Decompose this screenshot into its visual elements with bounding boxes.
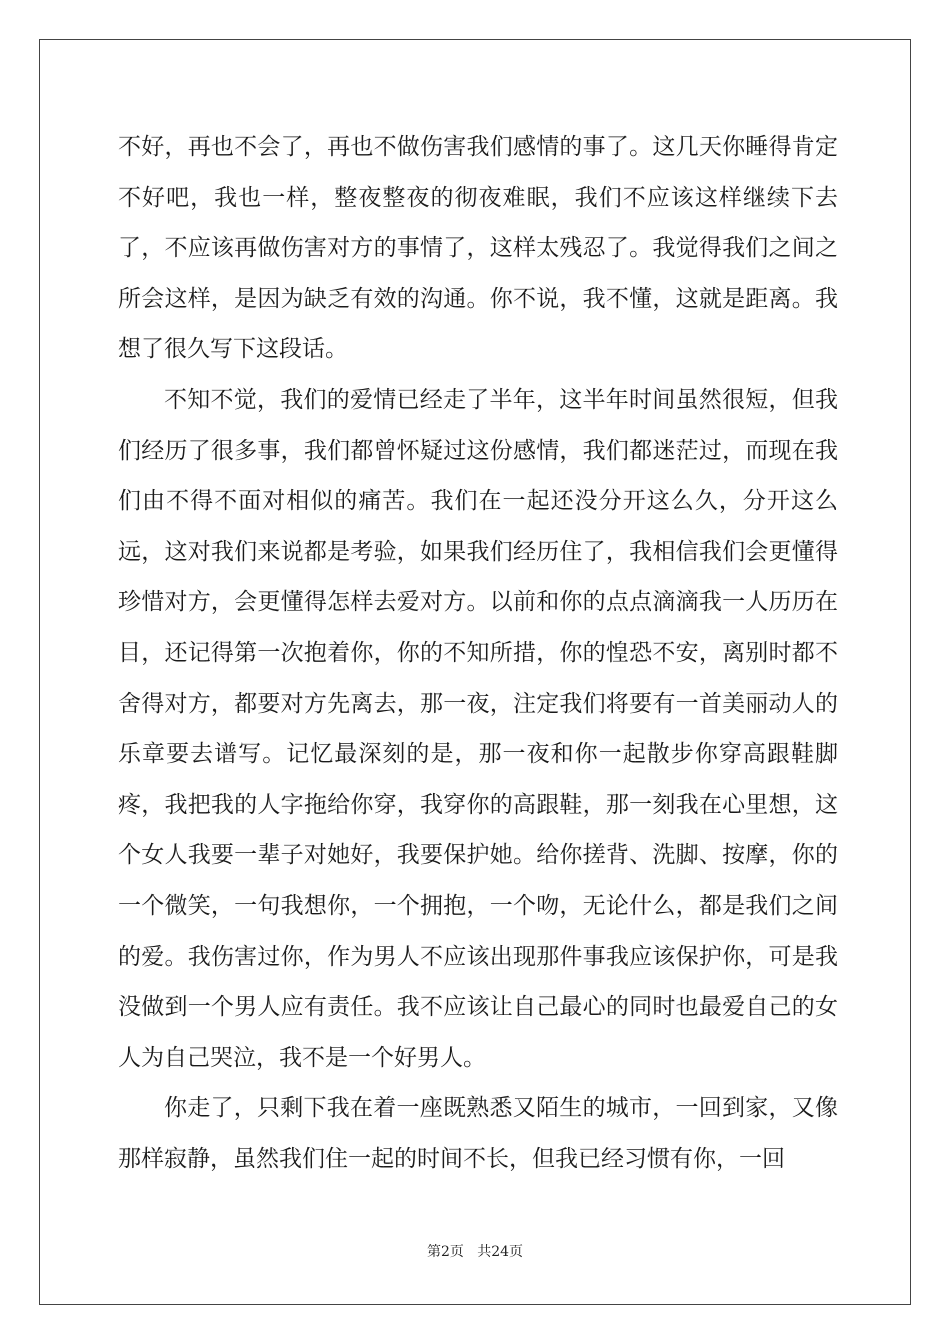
paragraph-3: 你走了，只剩下我在着一座既熟悉又陌生的城市，一回到家，又像那样寂静，虽然我们住一起的时间不长，但我已经习惯有你，一回 bbox=[118, 1095, 838, 1172]
document-body bbox=[118, 122, 838, 1184]
paragraph-1: 不好，再也不会了，再也不做伤害我们感情的事了。这几天你睡得肯定不好吧，我也一样，整夜整夜的彻夜难眠，我们不应该这样继续下去了，不应该再做伤害对方的事情了，这样太残忍了。我觉得我们之间之所会这样，是因为缺乏有效的沟通。你不说，我不懂，这就是距离。我想了很久写下这段话。 bbox=[118, 134, 838, 363]
paragraph-2: 不知不觉，我们的爱情已经走了半年，这半年时间虽然很短，但我们经历了很多事，我们都曾怀疑过这份感情，我们都迷茫过，而现在我们由不得不面对相似的痛苦。我们在一起还没分开这么久，分开这么远，这对我们来说都是考验，如果我们经历住了，我相信我们会更懂得珍惜对方，会更懂得怎样去爱对方。以前和你的点点滴滴我一人历历在目，还记得第一次抱着你，你的不知所措，你的惶恐不安，离别时都不舍得对方，都要对方先离去，那一夜，注定我们将要有一首美丽动人的乐章要去谱写。记忆最深刻的是，那一夜和你一起散步你穿高跟鞋脚疼，我把我的人字拖给你穿，我穿你的高跟鞋，那一刻我在心里想，这个女人我要一辈子对她好，我要保护她。给你搓背、洗脚、按摩，你的一个微笑，一句我想你，一个拥抱，一个吻，无论什么，都是我们之间的爱。我伤害过你，作为男人不应该出现那件事我应该保护你，可是我没做到一个男人应有责任。我不应该让自己最心的同时也最爱自己的女人为自己哭泣，我不是一个好男人。 bbox=[118, 386, 838, 1071]
page-number-footer: 第2页 共24页 bbox=[426, 1244, 524, 1260]
